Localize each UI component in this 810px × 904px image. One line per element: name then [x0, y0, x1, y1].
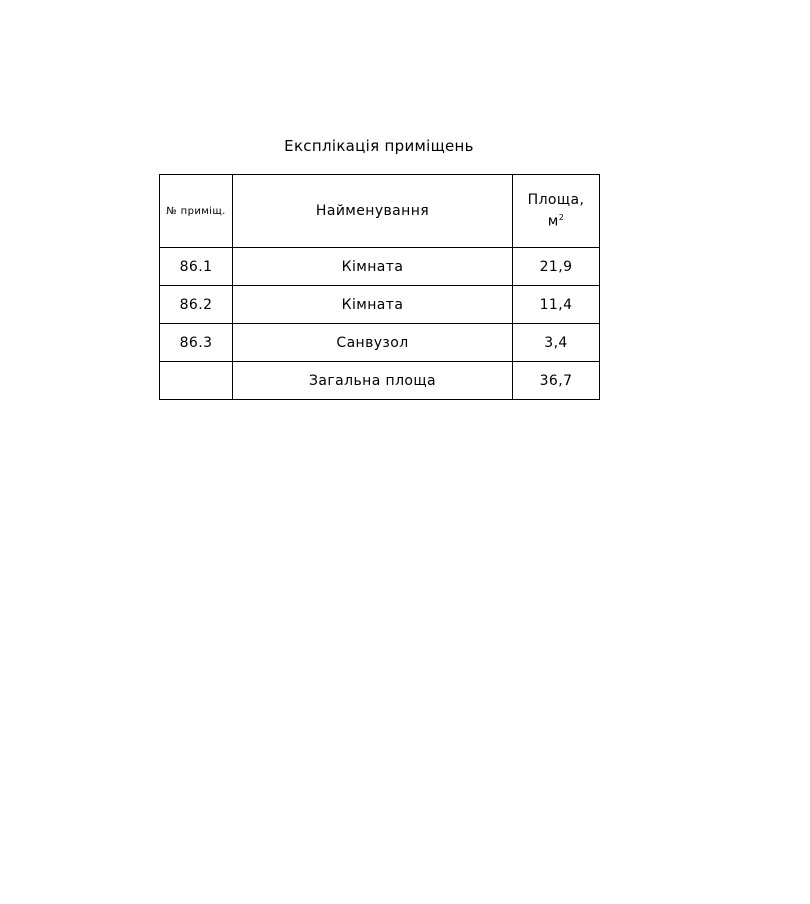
- room-area-cell: 21,9: [513, 248, 600, 286]
- column-header-area-label: Площа,: [527, 192, 585, 209]
- table-title: Експлікація приміщень: [284, 137, 474, 155]
- explication-table: [159, 174, 600, 400]
- room-area-cell: 3,4: [513, 324, 600, 362]
- room-number-cell: 86.1: [160, 248, 233, 286]
- room-number-cell: 86.3: [160, 324, 233, 362]
- table-row: [160, 286, 600, 324]
- header-row: [160, 175, 600, 248]
- table-row: [160, 248, 600, 286]
- room-number-cell: 86.2: [160, 286, 233, 324]
- total-number-cell: [160, 362, 233, 400]
- room-name-cell: Кімната: [233, 286, 513, 324]
- total-area-cell: 36,7: [513, 362, 600, 400]
- total-row: [160, 362, 600, 400]
- column-header-area-unit: м: [547, 213, 559, 230]
- room-name-cell: Кімната: [233, 248, 513, 286]
- column-header-area: [513, 175, 600, 248]
- room-name-cell: Санвузол: [233, 324, 513, 362]
- column-header-name: Найменування: [233, 175, 513, 248]
- total-label-cell: Загальна площа: [233, 362, 513, 400]
- room-area-cell: 11,4: [513, 286, 600, 324]
- table-row: [160, 324, 600, 362]
- column-header-number: № приміщ.: [160, 175, 233, 248]
- column-header-area-unit-exponent: 2: [558, 213, 565, 223]
